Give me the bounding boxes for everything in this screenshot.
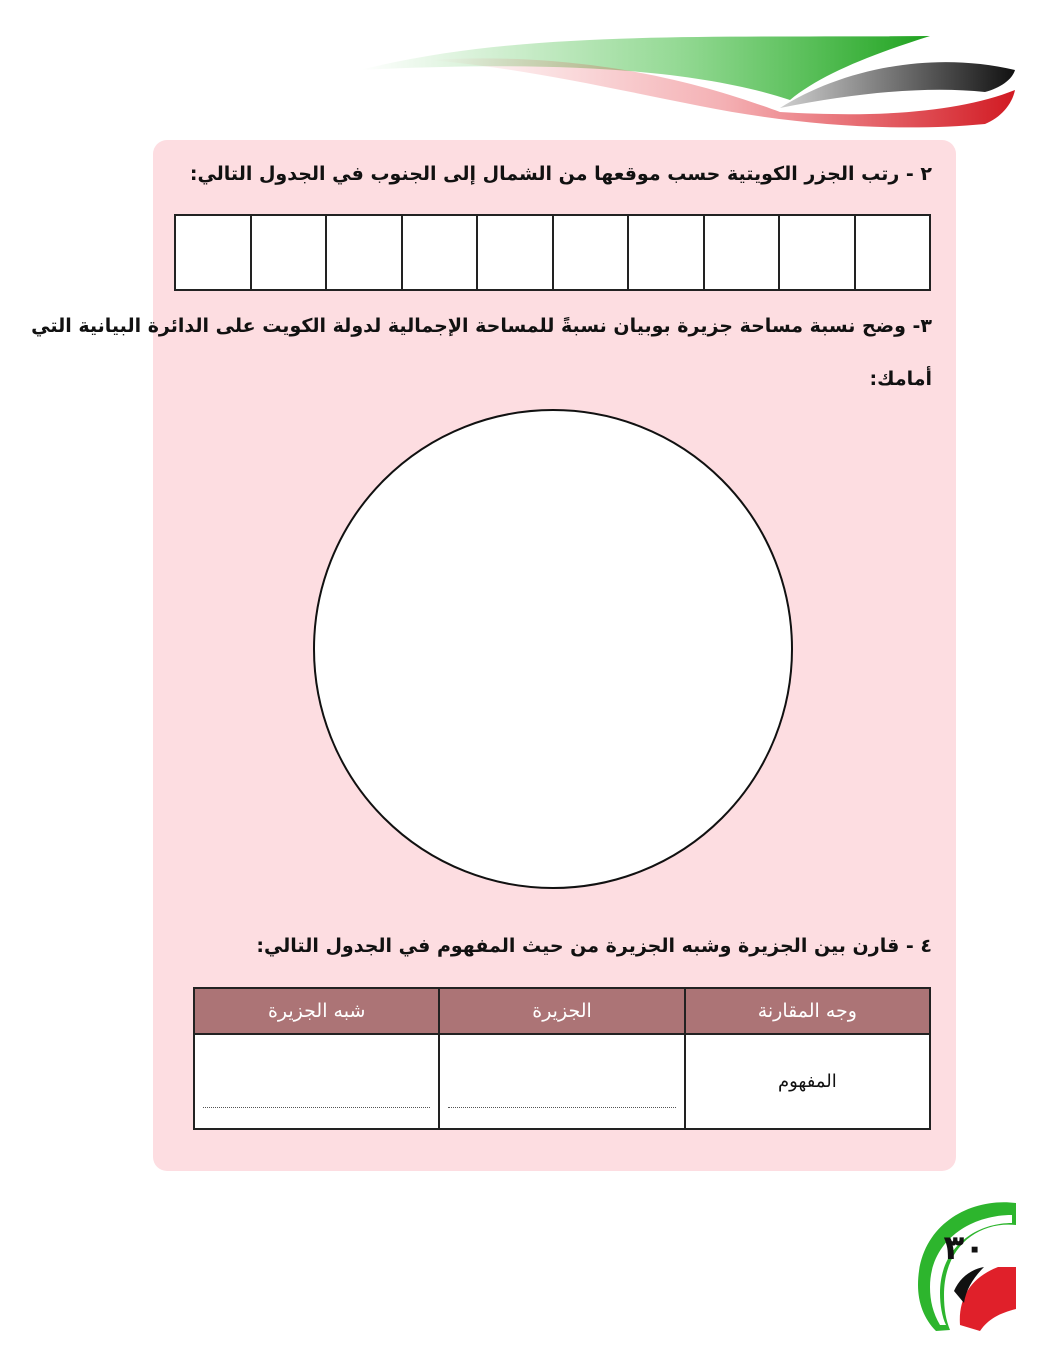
question-2: ٢ - رتب الجزر الكويتية حسب موقعها من الشمال إلى الجنوب في الجدول التالي: [189,163,932,185]
header-peninsula: شبه الجزيرة [194,988,439,1034]
order-cell[interactable] [704,215,780,290]
order-cell[interactable] [628,215,704,290]
question-4: ٤ - قارن بين الجزيرة وشبه الجزيرة من حيث المفهوم في الجدول التالي: [256,935,932,957]
order-cell[interactable] [779,215,855,290]
order-cell[interactable] [477,215,553,290]
page-number: ٣٠ [943,1228,985,1268]
row-label-concept: المفهوم [685,1034,930,1129]
order-cell[interactable] [855,215,931,290]
header-comparison-aspect: وجه المقارنة [685,988,930,1034]
order-cell[interactable] [251,215,327,290]
flag-swoosh-decoration [0,0,1062,140]
order-cell[interactable] [553,215,629,290]
peninsula-answer-cell[interactable] [194,1034,439,1129]
island-answer-cell[interactable] [439,1034,684,1129]
header-island: الجزيرة [439,988,684,1034]
pie-chart-circle[interactable] [310,405,800,895]
order-cell[interactable] [175,215,251,290]
question-3-line-2: أمامك: [869,368,932,390]
order-cell[interactable] [326,215,402,290]
islands-order-table [174,214,931,291]
order-cell[interactable] [402,215,478,290]
comparison-table [193,987,931,1130]
answer-dotted-line[interactable] [448,1055,675,1108]
question-3-line-1: ٣- وضح نسبة مساحة جزيرة بوبيان نسبةً للمساحة الإجمالية لدولة الكويت على الدائرة البيانية التي [31,315,932,337]
answer-dotted-line[interactable] [203,1055,430,1108]
